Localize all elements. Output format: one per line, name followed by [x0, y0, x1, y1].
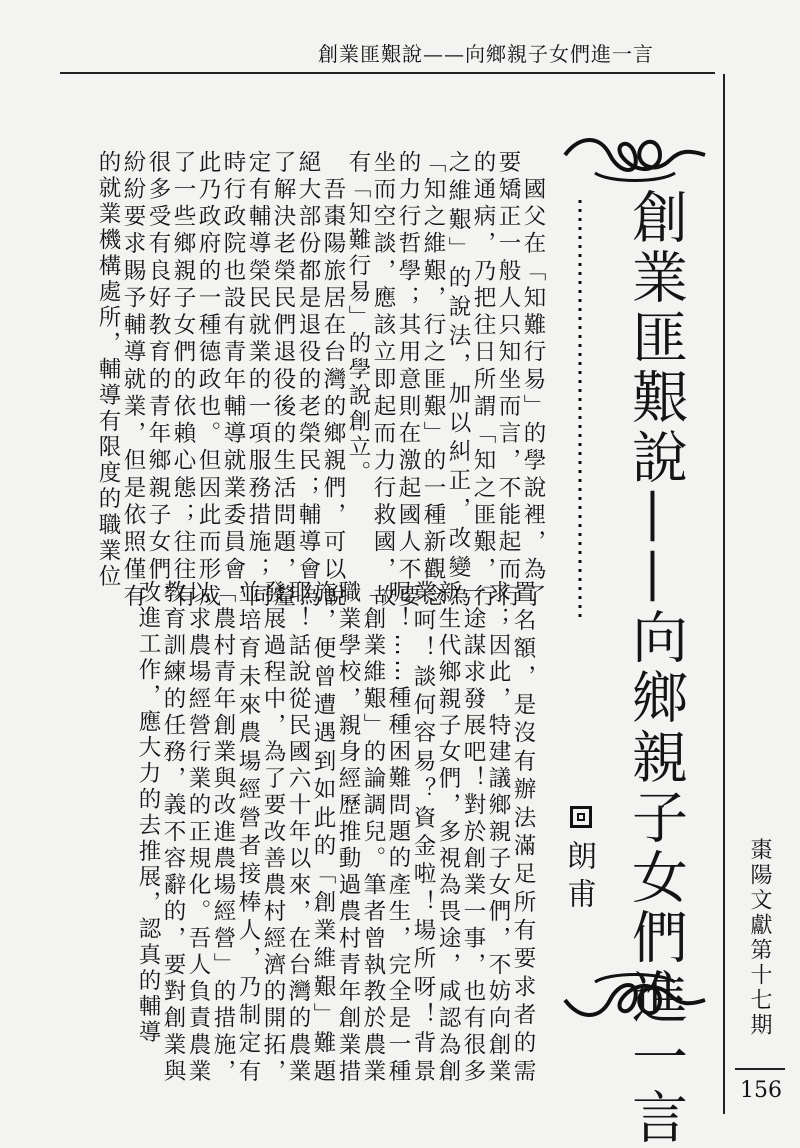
decorative-knot-border-icon	[555, 970, 715, 1030]
article-title: 創業匪艱說——向鄉親子女們進一言	[623, 188, 688, 1148]
page-number: 156	[740, 1078, 782, 1103]
author-name: 朗甫	[561, 840, 596, 916]
page-number-rule	[735, 1068, 785, 1070]
decorative-knot-border-icon	[555, 125, 715, 185]
title-dot-rule	[576, 200, 584, 620]
right-margin-rule	[723, 74, 725, 1114]
article-body-lower: 置名額，是沒有辦法滿足所有要求者的需求；因此，特建議鄉親子女們，不妨向創業一途謀求發展吧！對於創業一事，也有很多新生代鄉親子女們，多視為畏途，咸認為創業呵！談何容易？資金啦！場所呀！背景呢！⋯⋯種種困難問題的產生，完全是一種「創業維艱」的論調兒。筆者曾執教於農業職業學校，親身經歷推動過農村青年創業措施，便曾遭遇到如此的「創業維艱」難題耶！話說從民國六十年以來，在台灣的農業發展過程中，為了要改善農村經濟的開拓，並培育未來農場經營者接棒人，乃制定有「農村青年創業與改進農場經營」的措施，以求農場經營行業的正規化。吾人負責農業教育訓練的任務，義不容辭的，要對創業與改進工作，應大力的去推展，認真的輔導	[135, 580, 536, 1085]
running-header-title: 創業匪艱說——向鄉親子女們進一言	[318, 42, 654, 66]
square-author-mark-icon	[570, 806, 592, 828]
journal-title: 棗陽文獻第十七期	[747, 838, 772, 1038]
header-rule	[60, 72, 715, 74]
article-body-upper: 國父在「知難行易」的學說裡，為了要矯正一般人只知坐而言，不能起而行的通病，乃把往日所謂「知之匪艱，行之維艱」的說法，加以糾正，改變為「知之維艱，行之匪艱」的一種新觀念的力行哲學；其用意則在激起國人不要坐而空談，應該立即起而力行救國，故有「知難行易」的學說創立。 吾棗陽旅居在台灣的鄉親們，可以說絕大部份都是退役的老榮民；輔導會為了解決老榮民們退役後的生活問題，釐定有輔導榮民就業的一項服務措施；同時行政院也設有青年輔導就業委員會，此乃政府的一種德政也。但因此而形成了一些鄉親子女們的依賴心態；往往有很多受有良好教育的青年鄉親子女們，紛紛要求賜予輔導就業，但是依照僅有的就業機構處所，輔導有限度的職業位	[95, 150, 546, 610]
